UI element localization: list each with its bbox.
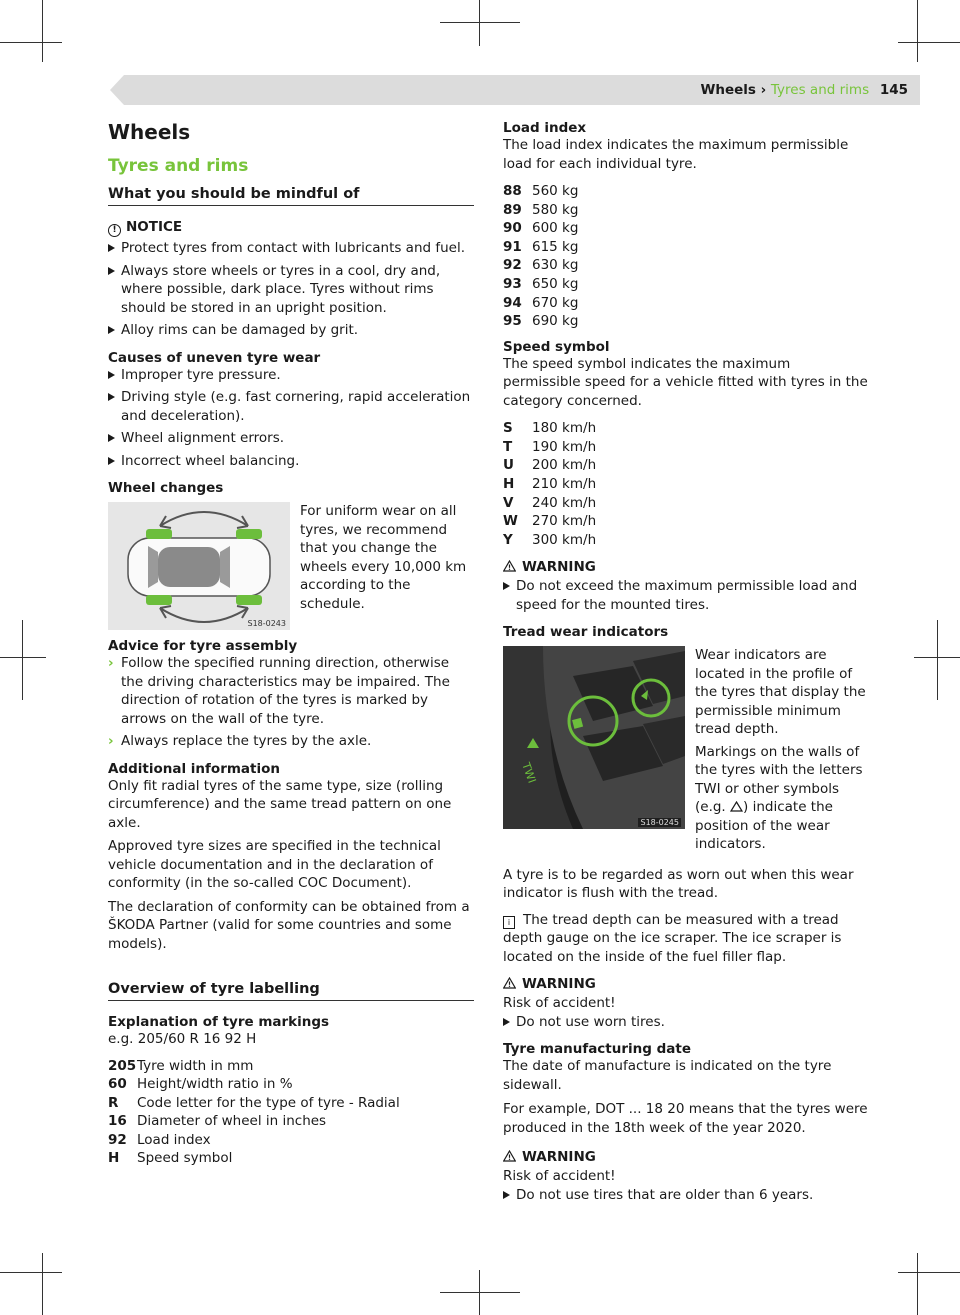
warning-title — [503, 976, 869, 992]
explain-title: Explanation of tyre markings — [108, 1014, 330, 1030]
notice-item — [108, 321, 474, 340]
kv-value: 560 kg — [532, 183, 579, 199]
warning-item — [503, 1186, 869, 1205]
bullet-triangle-icon — [108, 371, 115, 379]
uneven-text: Driving style (e.g. fast cornering, rapid acceleration and deceleration). — [121, 389, 471, 424]
mfg-date-example: For example, DOT ... 18 20 means that the tyres were produced in the 18th week of the year 2020. — [503, 1101, 868, 1136]
kv-value: Height/width ratio in % — [137, 1076, 293, 1093]
left-column — [108, 118, 474, 1168]
advice-title: Advice for tyre assembly — [108, 638, 298, 654]
kv-value: 300 km/h — [532, 531, 597, 548]
kv-value: 270 km/h — [532, 513, 597, 530]
kv-value: 190 km/h — [532, 438, 597, 455]
kv-row — [108, 1094, 474, 1113]
kv-key: Y — [503, 531, 513, 548]
kv-row — [108, 1131, 474, 1150]
bullet-triangle-icon — [108, 457, 115, 465]
notice-text: Always store wheels or tyres in a cool, dry and, where possible, dark place. Tyres without rims should be stored in an upright position. — [121, 262, 441, 316]
uneven-item — [108, 452, 474, 471]
warning-text: Do not use worn tires. — [516, 1013, 665, 1030]
kv-value: 210 km/h — [532, 476, 597, 493]
crop-mark — [914, 657, 960, 658]
crop-mark — [0, 657, 46, 658]
warning-triangle-icon — [503, 1150, 516, 1162]
notice-title — [108, 219, 474, 237]
tread-text-p2 — [695, 743, 869, 854]
uneven-text: Improper tyre pressure. — [121, 366, 281, 383]
breadcrumb-current: Tyres and rims — [770, 82, 870, 98]
wheel-rotation-figure — [108, 502, 290, 630]
wheel-changes-text-block — [300, 502, 474, 630]
advice-text: Follow the specified running direction, otherwise the driving characteristics may be impaired. The direction of rotation of the tyres is marked by arrows on the wall of the tyre. — [121, 655, 450, 727]
warning-line: Risk of accident! — [503, 1168, 616, 1185]
worn-text: A tyre is to be regarded as worn out when this wear indicator is flush with the tread. — [503, 866, 854, 902]
uneven-text: Wheel alignment errors. — [121, 430, 285, 446]
kv-value: Load index — [137, 1131, 211, 1148]
load-list — [503, 182, 869, 331]
warning-item — [503, 1013, 869, 1032]
kv-row — [503, 438, 869, 457]
bullet-triangle-icon — [108, 244, 115, 252]
explain-example: e.g. 205/60 R 16 92 H — [108, 1031, 257, 1047]
bullet-triangle-icon — [108, 326, 115, 334]
breadcrumb-section: Wheels — [700, 82, 756, 98]
kv-key: 94 — [503, 294, 522, 311]
advice-item — [108, 732, 474, 751]
bullet-triangle-icon — [503, 582, 510, 590]
kv-row — [503, 512, 869, 531]
kv-value: Tyre width in mm — [137, 1057, 254, 1074]
crop-mark — [22, 620, 23, 700]
kv-key: W — [503, 513, 518, 530]
additional-info-title: Additional information — [108, 760, 280, 777]
kv-key: 95 — [503, 313, 522, 330]
notice-item — [108, 262, 474, 318]
kv-key: 91 — [503, 238, 522, 255]
notice-text: Protect tyres from contact with lubricants and fuel. — [121, 240, 466, 256]
heading-overview: Overview of tyre labelling — [108, 981, 474, 1001]
bullet-triangle-icon — [108, 393, 115, 401]
kv-key: H — [108, 1150, 120, 1167]
crop-mark — [440, 22, 520, 23]
kv-key: R — [108, 1094, 119, 1111]
right-column — [503, 118, 869, 1208]
kv-value: 200 km/h — [532, 457, 597, 474]
kv-key: 16 — [108, 1113, 127, 1130]
bullet-triangle-icon — [108, 434, 115, 442]
kv-key: 88 — [503, 183, 522, 199]
tread-text-p1: Wear indicators are located in the profile of the tyres that display the permissible minimum tread depth. — [695, 647, 866, 738]
kv-row — [503, 201, 869, 220]
crop-mark — [0, 42, 62, 43]
kv-row — [108, 1057, 474, 1076]
tread-text-p2b: ) indicate the position of the wear indicators. — [695, 799, 833, 853]
crop-mark — [0, 1272, 62, 1273]
header-notch — [110, 75, 124, 105]
kv-key: 92 — [503, 257, 522, 274]
wheel-changes-title: Wheel changes — [108, 480, 224, 496]
speed-symbol-title: Speed symbol — [503, 338, 610, 355]
kv-row — [503, 531, 869, 550]
warning-label: WARNING — [522, 976, 596, 993]
load-index-text: The load index indicates the maximum permissible load for each individual tyre. — [503, 137, 849, 172]
triangle-symbol-icon — [730, 801, 743, 812]
kv-value: 630 kg — [532, 257, 579, 274]
tread-text-p2a: Markings on the walls of the tyres with the letters TWI or other symbols (e.g. — [695, 743, 863, 816]
kv-row — [503, 312, 869, 331]
load-index-title: Load index — [503, 120, 587, 136]
car-top-view-icon — [108, 502, 290, 630]
crop-mark — [898, 42, 960, 43]
kv-key: 92 — [108, 1131, 127, 1148]
kv-key: U — [503, 457, 514, 474]
notice-icon: ! — [108, 224, 121, 237]
kv-row — [503, 256, 869, 275]
page-number: 145 — [879, 82, 908, 98]
crop-mark — [917, 0, 918, 62]
warning-text: Do not exceed the maximum permissible load and speed for the mounted tires. — [516, 578, 858, 613]
kv-row — [503, 456, 869, 475]
kv-value: 615 kg — [532, 238, 579, 255]
bullet-triangle-icon — [503, 1018, 510, 1026]
breadcrumb — [700, 82, 908, 98]
speed-list — [503, 419, 869, 549]
kv-value: 180 km/h — [532, 420, 597, 437]
heading-tyres-rims: Tyres and rims — [108, 156, 249, 176]
uneven-item — [108, 429, 474, 448]
advice-text: Always replace the tyres by the axle. — [121, 733, 372, 749]
crop-mark — [917, 1253, 918, 1315]
speed-symbol-text: The speed symbol indicates the maximum permissible speed for a vehicle fitted with tyres in the category concerned. — [503, 355, 868, 409]
notice-text: Alloy rims can be damaged by grit. — [121, 322, 359, 338]
kv-value: 650 kg — [532, 275, 579, 292]
mfg-date-title: Tyre manufacturing date — [503, 1041, 692, 1058]
additional-info-p2: Approved tyre sizes are specified in the technical vehicle documentation and in the declaration of conformity (in the so-called COC Document). — [108, 838, 441, 891]
figure-label: S18-0243 — [247, 619, 286, 628]
kv-key: 93 — [503, 275, 522, 292]
kv-row — [503, 219, 869, 238]
heading-mindful: What you should be mindful of — [108, 186, 474, 206]
chevron-right-icon: › — [108, 733, 114, 749]
kv-value: 240 km/h — [532, 494, 597, 511]
crop-mark — [42, 0, 43, 62]
markings-list — [108, 1057, 474, 1169]
kv-row — [108, 1075, 474, 1094]
additional-info-p3: The declaration of conformity can be obtained from a ŠKODA Partner (valid for some countries and some models). — [108, 898, 470, 952]
gauge-text-body: The tread depth can be measured with a tread depth gauge on the ice scraper. The ice scraper is located on the inside of the fuel filler flap. — [503, 911, 842, 965]
uneven-wear-title: Causes of uneven tyre wear — [108, 349, 321, 366]
kv-row — [108, 1149, 474, 1168]
kv-key: S — [503, 420, 513, 437]
kv-value: Speed symbol — [137, 1150, 233, 1167]
kv-key: 89 — [503, 201, 522, 218]
warning-item — [503, 577, 869, 614]
kv-key: V — [503, 494, 514, 511]
breadcrumb-separator: › — [760, 82, 767, 98]
kv-value: 580 kg — [532, 201, 579, 218]
mfg-date-text: The date of manufacture is indicated on the tyre sidewall. — [503, 1058, 832, 1093]
warning-title — [503, 559, 869, 575]
kv-key: 205 — [108, 1057, 137, 1074]
warning-text: Do not use tires that are older than 6 years. — [516, 1186, 814, 1203]
kv-value: 670 kg — [532, 294, 579, 311]
additional-info-p1: Only fit radial tyres of the same type, size (rolling circumference) and the same tread pattern on one axle. — [108, 777, 452, 831]
kv-row — [503, 294, 869, 313]
wheel-changes-text: For uniform wear on all tyres, we recommend that you change the wheels every 10,000 km according to the schedule. — [300, 503, 467, 612]
info-icon: i — [503, 916, 515, 929]
uneven-item — [108, 388, 474, 425]
heading-wheels: Wheels — [108, 120, 191, 144]
bullet-triangle-icon — [503, 1191, 510, 1199]
warning-triangle-icon — [503, 560, 516, 572]
kv-row — [503, 475, 869, 494]
kv-row — [503, 275, 869, 294]
uneven-text: Incorrect wheel balancing. — [121, 452, 300, 469]
warning-line: Risk of accident! — [503, 995, 616, 1012]
notice-label: NOTICE — [126, 219, 183, 235]
kv-row — [503, 182, 869, 201]
kv-key: 90 — [503, 220, 522, 237]
crop-mark — [42, 1253, 43, 1315]
kv-value: Code letter for the type of tyre - Radial — [137, 1094, 400, 1111]
notice-item — [108, 239, 474, 258]
kv-row — [108, 1112, 474, 1131]
tread-title: Tread wear indicators — [503, 624, 669, 641]
uneven-item — [108, 366, 474, 385]
crop-mark — [898, 1272, 960, 1273]
figure-label: S18-0245 — [640, 818, 679, 828]
kv-value: 600 kg — [532, 220, 579, 237]
tread-wear-figure — [503, 646, 685, 829]
crop-mark — [440, 1292, 520, 1293]
kv-key: 60 — [108, 1076, 127, 1093]
kv-key: H — [503, 476, 515, 493]
kv-row — [503, 238, 869, 257]
gauge-text — [503, 911, 869, 967]
advice-item — [108, 654, 474, 728]
kv-row — [503, 419, 869, 438]
warning-label: WARNING — [522, 1149, 596, 1166]
bullet-triangle-icon — [108, 267, 115, 275]
chevron-right-icon: › — [108, 655, 114, 671]
warning-triangle-icon — [503, 977, 516, 989]
kv-value: 690 kg — [532, 313, 579, 330]
warning-title — [503, 1149, 869, 1165]
kv-row — [503, 494, 869, 513]
crop-mark — [937, 620, 938, 700]
kv-value: Diameter of wheel in inches — [137, 1113, 327, 1130]
twi-mark: TWI — [519, 761, 539, 786]
tyre-tread-icon — [503, 646, 685, 829]
warning-label: WARNING — [522, 559, 596, 576]
tread-text-block — [695, 646, 869, 858]
crop-mark — [479, 0, 480, 46]
kv-key: T — [503, 438, 513, 455]
